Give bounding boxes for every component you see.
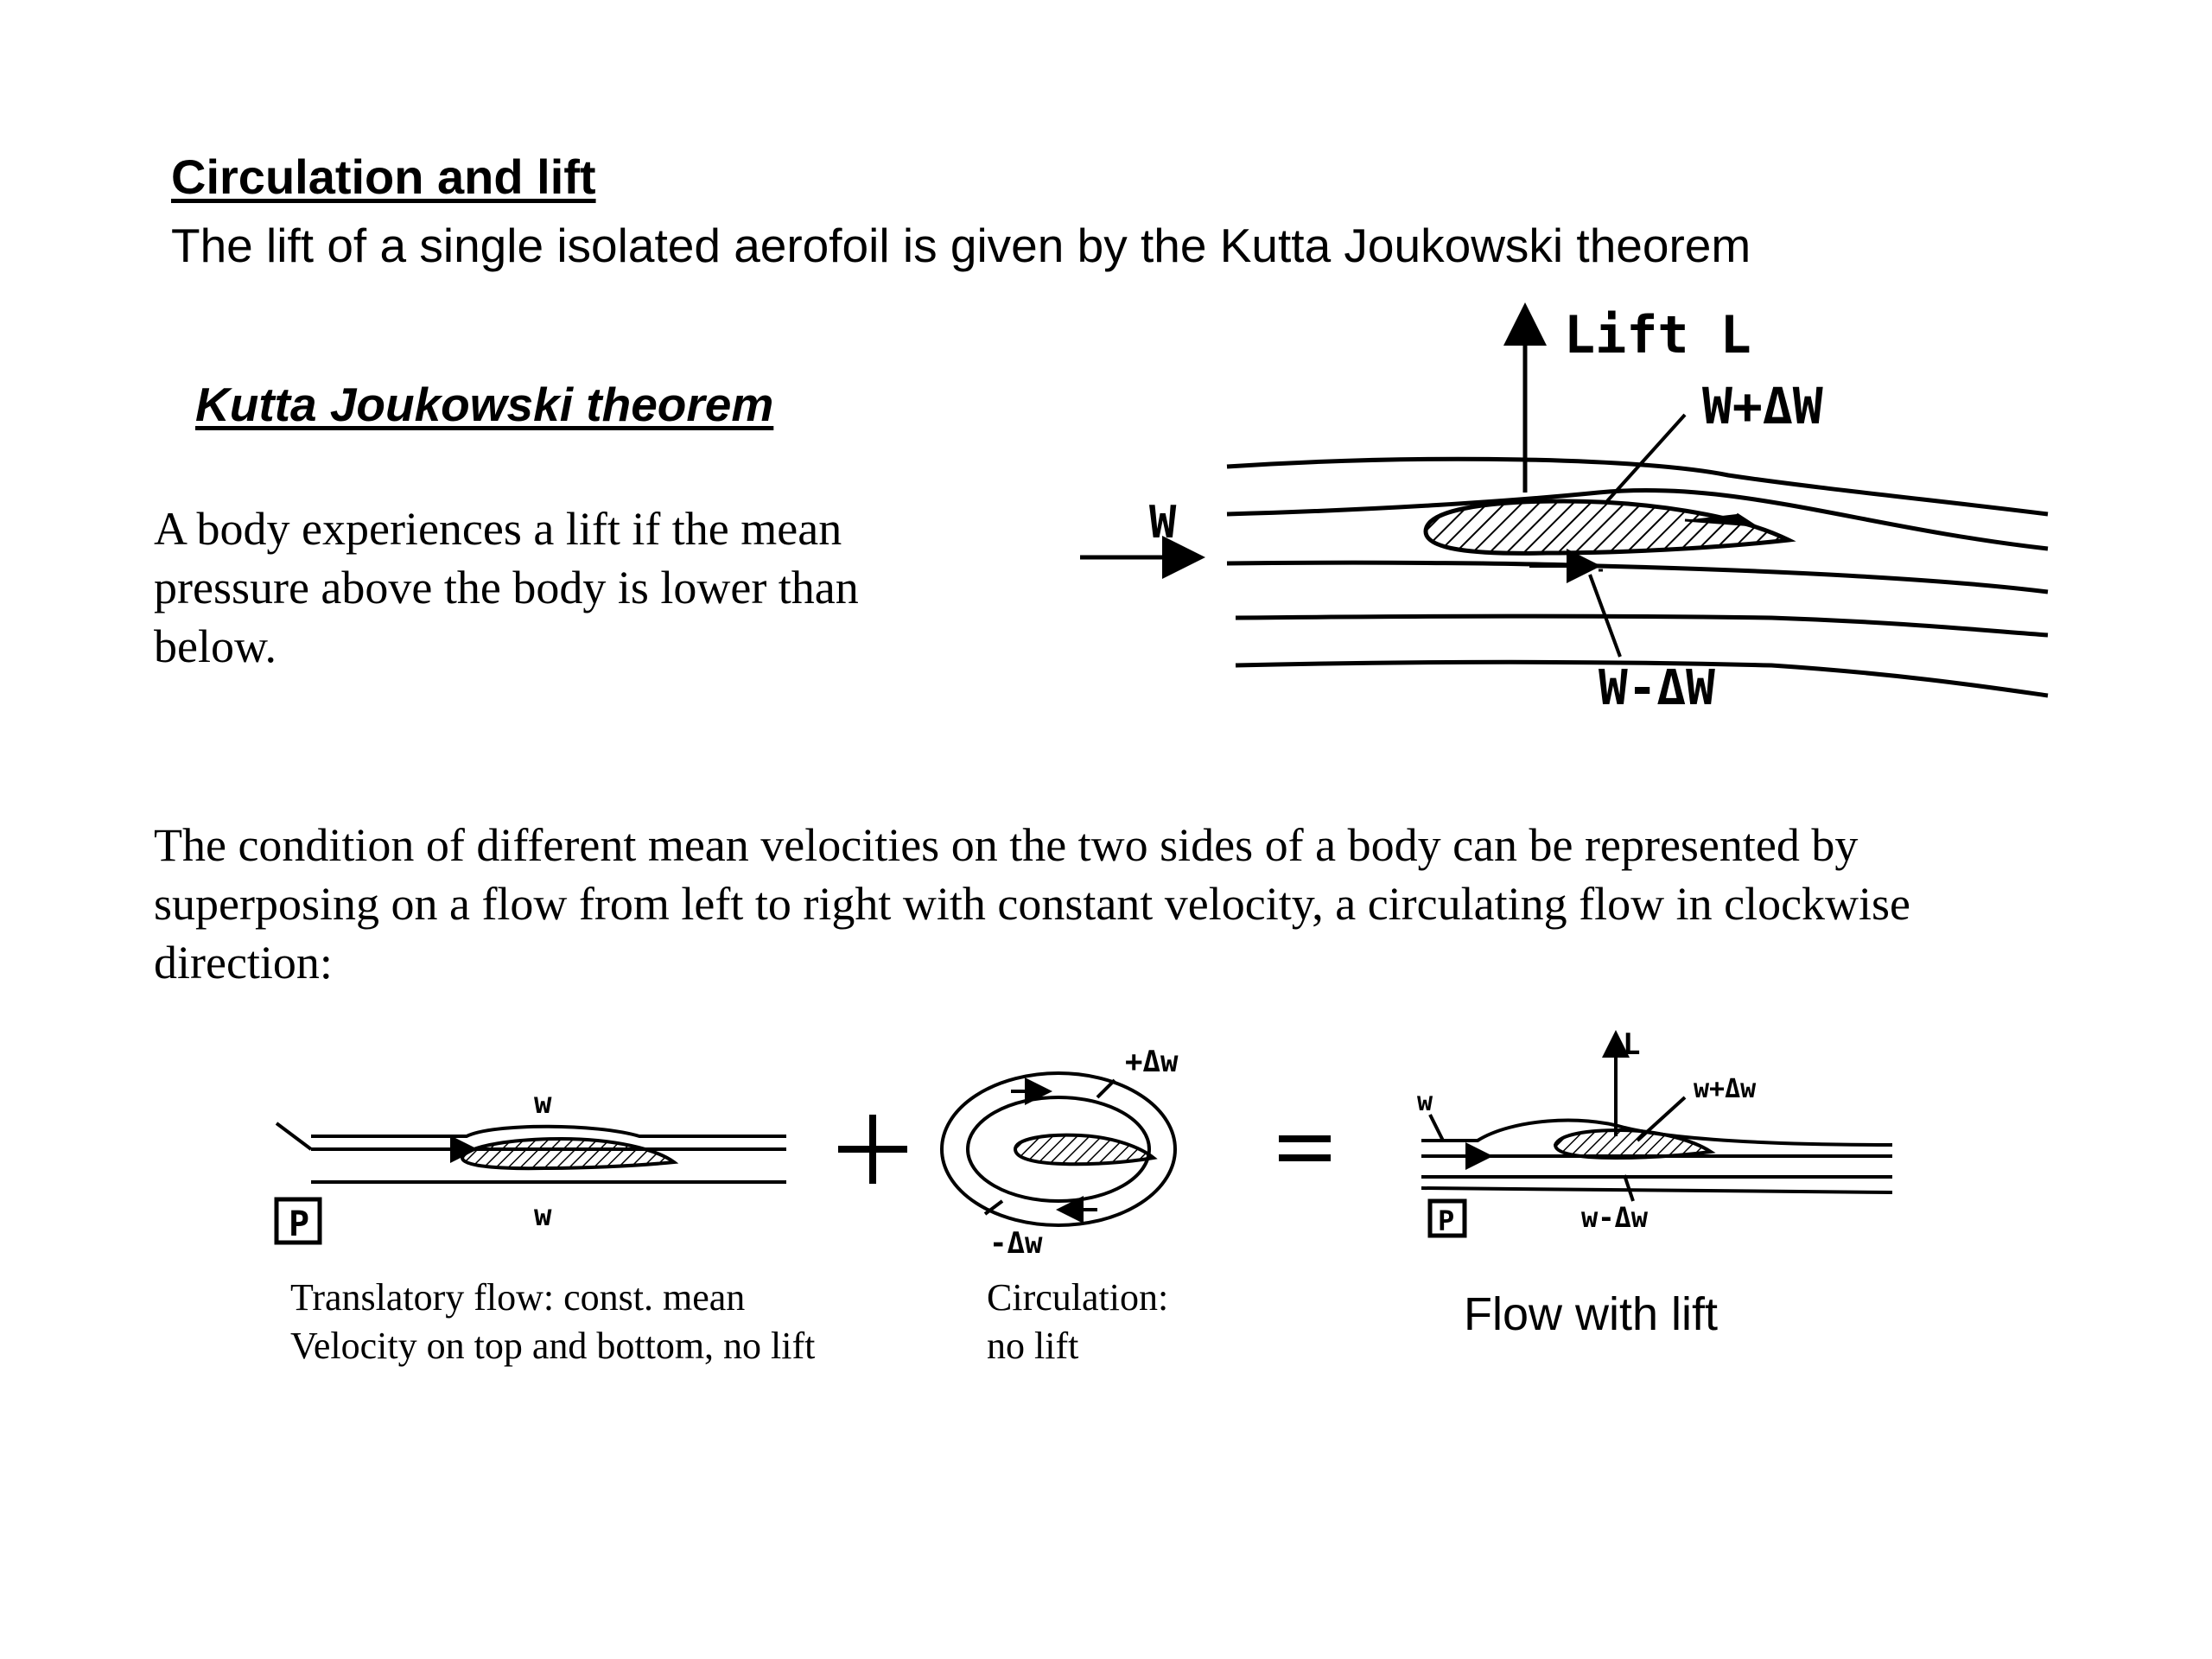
circulation-diagram <box>942 1073 1175 1225</box>
plus-sign <box>838 1115 907 1184</box>
page-title: Circulation and lift <box>171 149 596 204</box>
lift-L-label: L <box>1623 1027 1641 1062</box>
circulation-caption <box>987 1274 1168 1370</box>
velocity-w-label: W <box>1149 497 1177 549</box>
translatory-aerofoil <box>462 1139 674 1168</box>
streamline-4 <box>1236 616 2048 635</box>
equals-sign <box>1279 1139 1331 1158</box>
superposition-diagram <box>268 1028 1910 1270</box>
flow-w-label: w <box>1417 1087 1433 1117</box>
pressure-label-2: P <box>1438 1205 1455 1237</box>
theorem-heading: Kutta Joukowski theorem <box>195 378 774 431</box>
circulation-caption-line2: no lift <box>987 1325 1079 1367</box>
translatory-caption <box>290 1274 815 1370</box>
pressure-label: P <box>289 1205 310 1244</box>
lift-label: Lift L <box>1564 305 1751 365</box>
streamline-3 <box>1227 563 2048 592</box>
flow-w-plus-label: w+Δw <box>1694 1074 1757 1104</box>
flow-lift-aerofoil <box>1555 1130 1711 1158</box>
velocity-w-plus-label: W+ΔW <box>1702 377 1823 435</box>
translatory-w-top: w <box>534 1086 552 1121</box>
circulation-aerofoil <box>1015 1135 1154 1165</box>
page-subtitle: The lift of a single isolated aerofoil is given by the Kutta Joukowski theorem <box>171 219 1751 272</box>
circulation-caption-line1: Circulation: <box>987 1276 1169 1319</box>
flow-with-lift-caption: Flow with lift <box>1464 1288 1719 1340</box>
translatory-w-bottom: w <box>534 1198 552 1233</box>
plus-dw-label: +Δw <box>1125 1045 1179 1079</box>
flow-w-minus-label: w-Δw <box>1581 1201 1649 1234</box>
aerofoil-body <box>1426 501 1789 553</box>
flow-with-lift-diagram <box>1421 1037 1892 1236</box>
translatory-flow-diagram <box>276 1123 786 1243</box>
translatory-caption-line1: Translatory flow: const. mean <box>290 1276 746 1319</box>
aerofoil-lift-diagram <box>1080 294 2117 716</box>
velocity-w-minus-label: W-ΔW <box>1599 660 1715 716</box>
translatory-caption-line2: Velocity on top and bottom, no lift <box>290 1325 816 1367</box>
theorem-description: A body experiences a lift if the mean pressure above the body is lower than below. <box>154 503 859 672</box>
condition-description: The condition of different mean velocities on the two sides of a body can be represented by superposing on a flow from left to right with constant velocity, a circulating flow in clockwise direction: <box>154 819 1911 988</box>
minus-dw-label: -Δw <box>989 1226 1043 1261</box>
